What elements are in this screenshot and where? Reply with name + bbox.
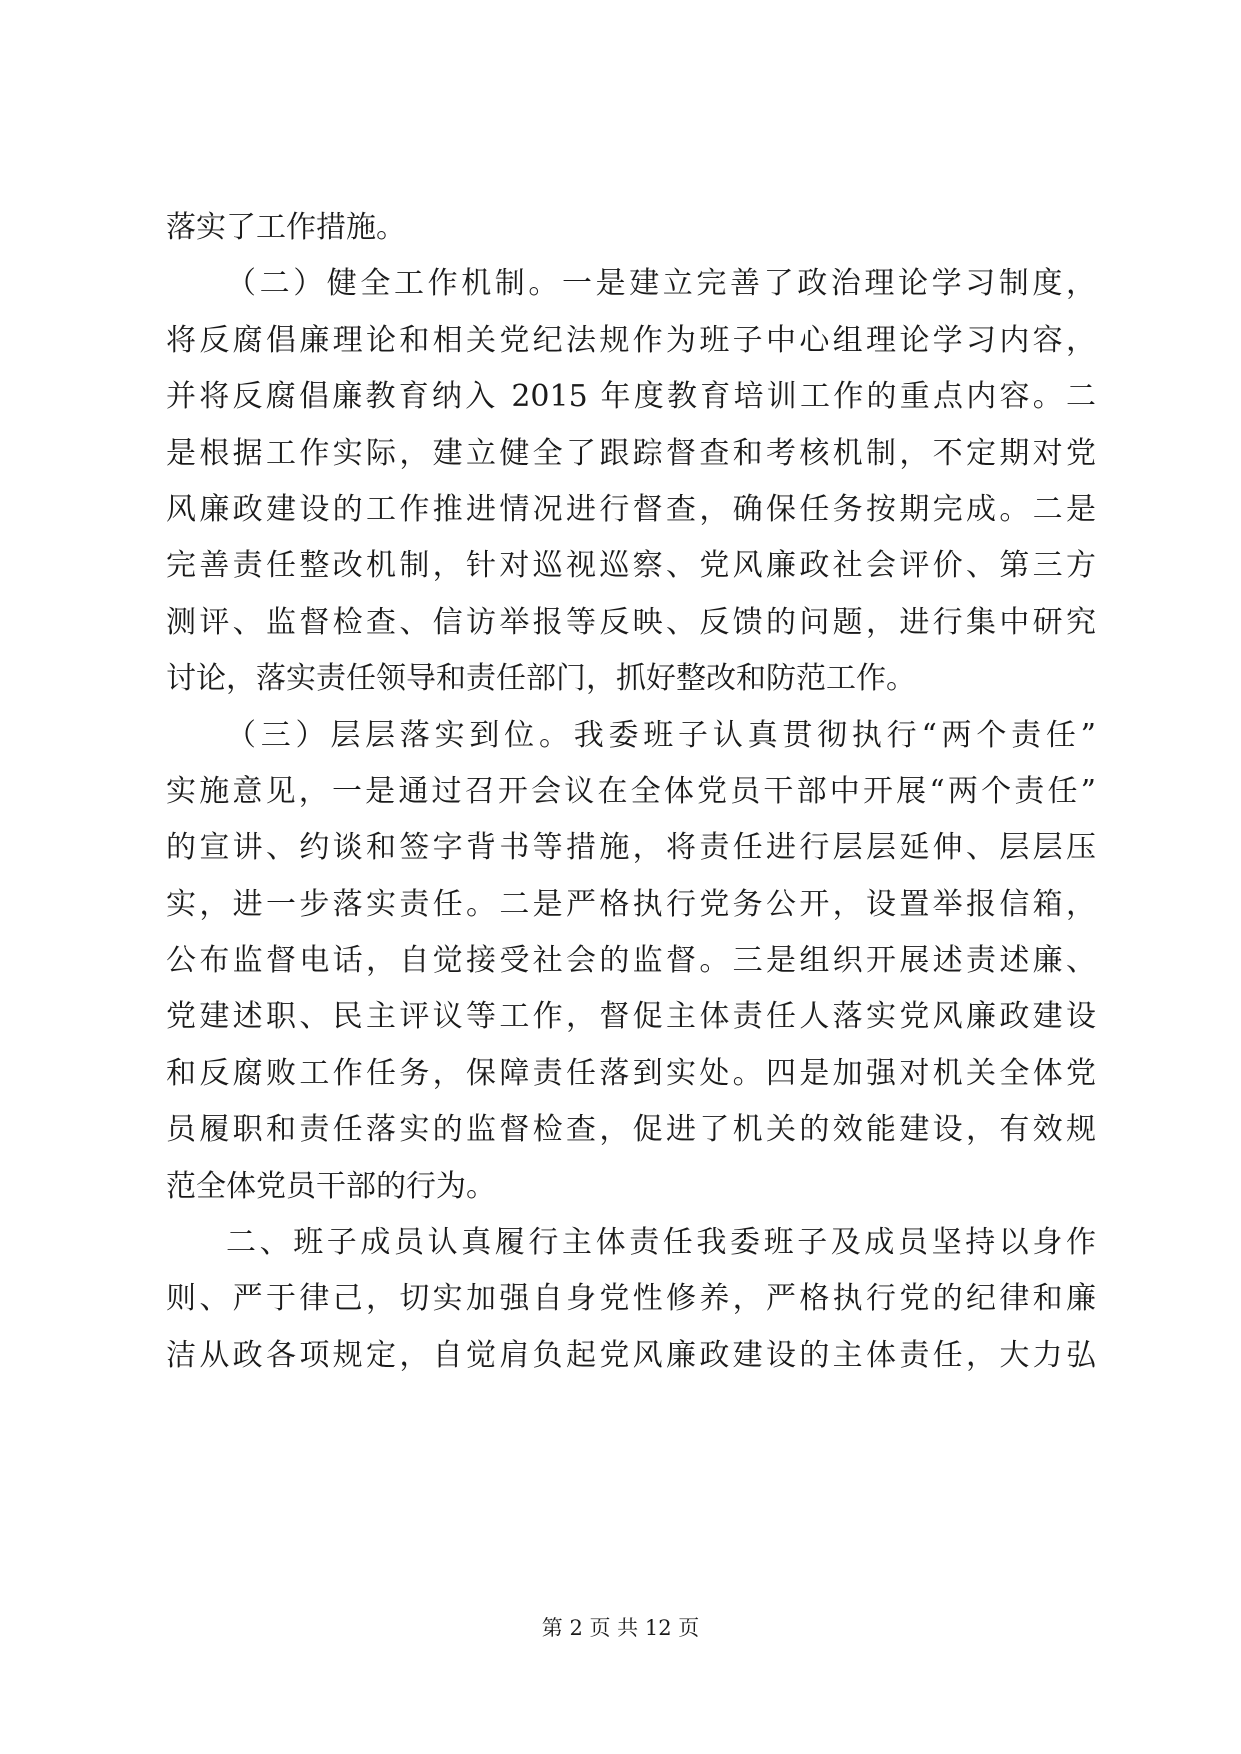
body-text [166, 200, 1096, 1384]
text-line: 则、严于律己，切实加强自身党性修养，严格执行党的纪律和廉 [166, 1281, 1096, 1317]
text-line: 将反腐倡廉理论和相关党纪法规作为班子中心组理论学习内容， [166, 322, 1096, 358]
text-line: 并将反腐倡廉教育纳入 2015 年度教育培训工作的重点内容。二 [166, 379, 1096, 415]
text-line: 实施意见，一是通过召开会议在全体党员干部中开展“两个责任” [166, 773, 1096, 809]
text-line: 员履职和责任落实的监督检查，促进了机关的效能建设，有效规 [166, 1112, 1096, 1148]
text-line: 党建述职、民主评议等工作，督促主体责任人落实党风廉政建设 [166, 999, 1096, 1035]
text-line: 洁从政各项规定，自觉肩负起党风廉政建设的主体责任，大力弘 [166, 1337, 1096, 1373]
text-line: 和反腐败工作任务，保障责任落到实处。四是加强对机关全体党 [166, 1055, 1096, 1091]
text-line: （二）健全工作机制。一是建立完善了政治理论学习制度， [226, 266, 1096, 302]
text-line: 测评、监督检查、信访举报等反映、反馈的问题，进行集中研究 [166, 604, 1096, 640]
text-line: 的宣讲、约谈和签字背书等措施，将责任进行层层延伸、层层压 [166, 830, 1096, 866]
text-line: 落实了工作措施。 [166, 210, 406, 245]
text-line: 范全体党员干部的行为。 [166, 1168, 496, 1204]
text-line: 实，进一步落实责任。二是严格执行党务公开，设置举报信箱， [166, 886, 1096, 922]
text-line: 讨论，落实责任领导和责任部门，抓好整改和防范工作。 [166, 661, 916, 697]
text-line: 风廉政建设的工作推进情况进行督查，确保任务按期完成。二是 [166, 491, 1096, 527]
text-line: 是根据工作实际，建立健全了跟踪督查和考核机制，不定期对党 [166, 435, 1096, 471]
text-line: 完善责任整改机制，针对巡视巡察、党风廉政社会评价、第三方 [166, 548, 1096, 584]
text-line: 公布监督电话，自觉接受社会的监督。三是组织开展述责述廉、 [166, 943, 1096, 979]
page-number-footer: 第 2 页 共 12 页 [541, 1616, 700, 1640]
text-line: 二、班子成员认真履行主体责任我委班子及成员坚持以身作 [226, 1225, 1096, 1261]
text-line: （三）层层落实到位。我委班子认真贯彻执行“两个责任” [226, 717, 1096, 753]
